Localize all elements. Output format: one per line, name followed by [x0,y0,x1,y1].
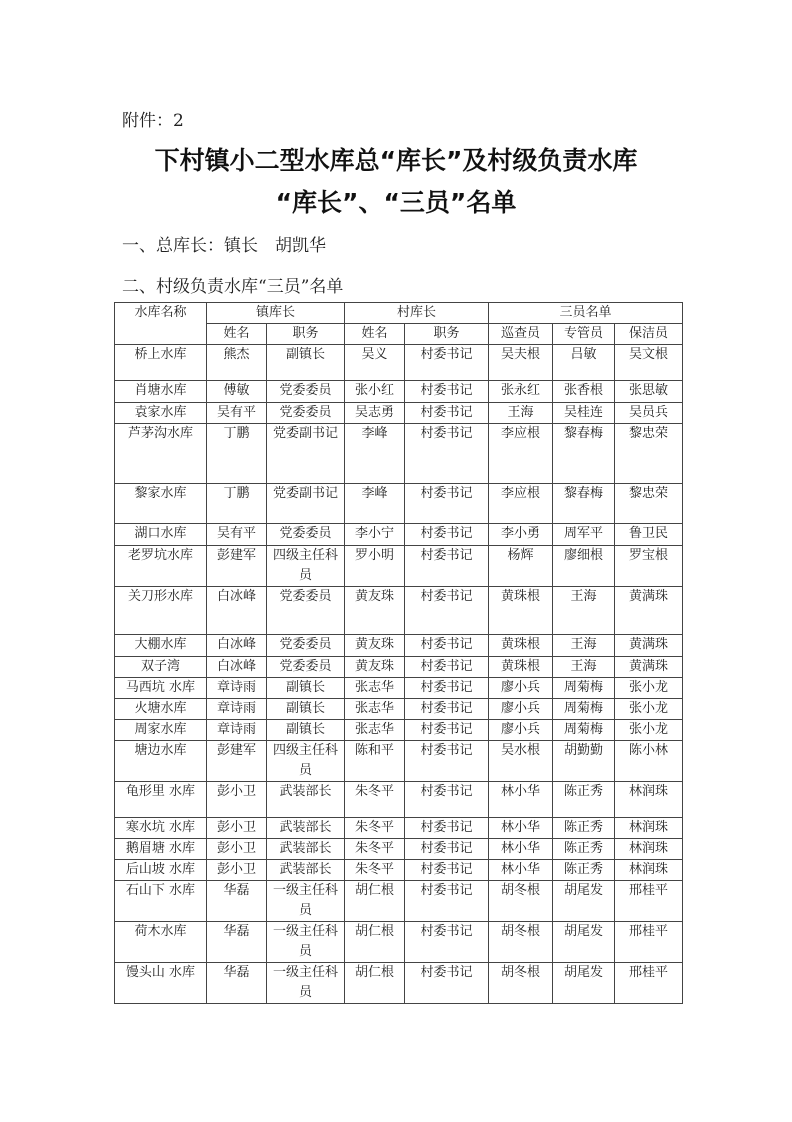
cell-manager: 陈正秀 [553,782,615,818]
cell-inspector: 杨辉 [489,546,553,587]
cell-village-position: 村委书记 [405,635,489,657]
cell-cleaner: 张思敏 [615,381,683,403]
cell-inspector: 林小华 [489,782,553,818]
cell-inspector: 黄珠根 [489,587,553,635]
table-row [115,839,683,860]
table-row [115,345,683,381]
cell-village-name: 张志华 [345,720,405,741]
section-chief-heading: 一、总库长：镇长 胡凯华 [122,236,326,256]
cell-town-position: 党委委员 [267,403,345,424]
cell-inspector: 林小华 [489,860,553,881]
cell-inspector: 黄珠根 [489,635,553,657]
cell-town-name: 吴有平 [207,403,267,424]
cell-cleaner: 邢桂平 [615,922,683,963]
page-title: 下村镇小二型水库总“库长”及村级负责水库 [154,146,638,175]
cell-reservoir: 火塘水库 [115,699,207,720]
cell-manager: 胡尾发 [553,963,615,1004]
cell-town-position: 武装部长 [267,839,345,860]
cell-cleaner: 邢桂平 [615,963,683,1004]
cell-town-position: 副镇长 [267,699,345,720]
cell-cleaner: 黄满珠 [615,587,683,635]
cell-village-position: 村委书记 [405,881,489,922]
cell-inspector: 王海 [489,403,553,424]
cell-inspector: 胡冬根 [489,922,553,963]
cell-reservoir: 周家水库 [115,720,207,741]
cell-town-position: 党委委员 [267,657,345,678]
cell-reservoir: 塘边水库 [115,741,207,782]
header-town-chief: 镇库长 [207,303,345,324]
cell-village-position: 村委书记 [405,381,489,403]
cell-manager: 黎春梅 [553,424,615,484]
cell-inspector: 李应根 [489,484,553,524]
cell-inspector: 吴夫根 [489,345,553,381]
header-cleaner: 保洁员 [615,324,683,345]
header-town-position: 职务 [267,324,345,345]
cell-manager: 胡尾发 [553,922,615,963]
cell-town-position: 副镇长 [267,345,345,381]
cell-village-name: 吴志勇 [345,403,405,424]
cell-town-position: 四级主任科员 [267,546,345,587]
cell-village-name: 李峰 [345,424,405,484]
cell-village-position: 村委书记 [405,860,489,881]
header-inspector: 巡查员 [489,324,553,345]
table-row [115,860,683,881]
cell-town-name: 丁鹏 [207,484,267,524]
cell-reservoir: 桥上水库 [115,345,207,381]
cell-village-position: 村委书记 [405,484,489,524]
header-row [115,303,683,324]
cell-reservoir: 双子湾 [115,657,207,678]
cell-manager: 黎春梅 [553,484,615,524]
cell-reservoir: 后山坡 水库 [115,860,207,881]
cell-manager: 陈正秀 [553,818,615,839]
cell-village-position: 村委书记 [405,782,489,818]
cell-reservoir: 鹅眉塘 水库 [115,839,207,860]
cell-manager: 王海 [553,657,615,678]
cell-reservoir: 肖塘水库 [115,381,207,403]
cell-manager: 周菊梅 [553,699,615,720]
table-row [115,484,683,524]
cell-town-position: 一级主任科员 [267,963,345,1004]
cell-village-name: 李小宁 [345,524,405,546]
cell-cleaner: 张小龙 [615,720,683,741]
cell-town-name: 熊杰 [207,345,267,381]
cell-town-position: 一级主任科员 [267,922,345,963]
cell-manager: 张香根 [553,381,615,403]
cell-village-position: 村委书记 [405,963,489,1004]
cell-cleaner: 吴文根 [615,345,683,381]
cell-inspector: 林小华 [489,818,553,839]
cell-town-name: 傅敏 [207,381,267,403]
cell-manager: 陈正秀 [553,860,615,881]
cell-town-position: 党委副书记 [267,424,345,484]
cell-village-name: 李峰 [345,484,405,524]
cell-cleaner: 林润珠 [615,782,683,818]
cell-town-name: 白冰峰 [207,587,267,635]
cell-reservoir: 荷木水库 [115,922,207,963]
cell-inspector: 黄珠根 [489,657,553,678]
cell-reservoir: 龟形里 水库 [115,782,207,818]
cell-cleaner: 黎忠荣 [615,424,683,484]
cell-town-name: 彭小卫 [207,839,267,860]
cell-cleaner: 林润珠 [615,818,683,839]
cell-manager: 吴桂连 [553,403,615,424]
cell-manager: 吕敏 [553,345,615,381]
cell-village-name: 朱冬平 [345,839,405,860]
cell-village-position: 村委书记 [405,524,489,546]
cell-cleaner: 林润珠 [615,839,683,860]
cell-town-name: 彭小卫 [207,782,267,818]
cell-cleaner: 张小龙 [615,699,683,720]
cell-reservoir: 黎家水库 [115,484,207,524]
cell-inspector: 李小勇 [489,524,553,546]
cell-town-position: 党委委员 [267,635,345,657]
roster-body [115,345,683,1004]
cell-cleaner: 黄满珠 [615,635,683,657]
cell-town-position: 党委副书记 [267,484,345,524]
cell-village-name: 朱冬平 [345,860,405,881]
cell-town-name: 白冰峰 [207,635,267,657]
cell-town-position: 一级主任科员 [267,881,345,922]
cell-reservoir: 寒水坑 水库 [115,818,207,839]
table-row [115,720,683,741]
cell-manager: 胡勤勤 [553,741,615,782]
cell-manager: 周军平 [553,524,615,546]
cell-village-position: 村委书记 [405,741,489,782]
attachment-label: 附件：2 [122,111,184,131]
cell-manager: 廖细根 [553,546,615,587]
cell-village-name: 朱冬平 [345,782,405,818]
cell-cleaner: 黄满珠 [615,657,683,678]
table-row [115,635,683,657]
cell-reservoir: 石山下 水库 [115,881,207,922]
cell-village-position: 村委书记 [405,546,489,587]
cell-inspector: 胡冬根 [489,881,553,922]
cell-town-name: 彭建军 [207,546,267,587]
cell-village-name: 黄友珠 [345,657,405,678]
cell-cleaner: 罗宝根 [615,546,683,587]
cell-village-position: 村委书记 [405,922,489,963]
page-title-line2: “库长”、“三员”名单 [275,188,517,217]
cell-reservoir: 关刀形水库 [115,587,207,635]
cell-village-name: 张志华 [345,699,405,720]
cell-cleaner: 张小龙 [615,678,683,699]
table-row [115,524,683,546]
reservoir-roster-table [114,302,683,1004]
cell-town-position: 党委委员 [267,587,345,635]
table-row [115,424,683,484]
cell-reservoir: 大棚水库 [115,635,207,657]
cell-town-name: 章诗雨 [207,678,267,699]
table-row [115,741,683,782]
cell-town-name: 华磊 [207,881,267,922]
cell-inspector: 张永红 [489,381,553,403]
cell-manager: 周菊梅 [553,720,615,741]
cell-cleaner: 黎忠荣 [615,484,683,524]
header-three-staff: 三员名单 [489,303,683,324]
cell-manager: 王海 [553,635,615,657]
cell-village-position: 村委书记 [405,657,489,678]
cell-village-position: 村委书记 [405,678,489,699]
cell-inspector: 胡冬根 [489,963,553,1004]
cell-reservoir: 馒头山 水库 [115,963,207,1004]
cell-town-name: 章诗雨 [207,699,267,720]
cell-town-position: 四级主任科员 [267,741,345,782]
table-row [115,381,683,403]
cell-inspector: 吴水根 [489,741,553,782]
cell-village-name: 张小红 [345,381,405,403]
cell-village-name: 胡仁根 [345,922,405,963]
table-row [115,699,683,720]
cell-town-name: 彭建军 [207,741,267,782]
header-reservoir-name: 水库名称 [115,303,207,345]
cell-village-name: 罗小明 [345,546,405,587]
cell-village-name: 陈和平 [345,741,405,782]
table-row [115,678,683,699]
cell-inspector: 廖小兵 [489,678,553,699]
table-row [115,546,683,587]
cell-village-name: 胡仁根 [345,963,405,1004]
cell-village-name: 黄友珠 [345,587,405,635]
header-village-chief: 村库长 [345,303,489,324]
table-row [115,963,683,1004]
table-row [115,587,683,635]
cell-town-name: 章诗雨 [207,720,267,741]
cell-inspector: 廖小兵 [489,699,553,720]
cell-manager: 胡尾发 [553,881,615,922]
cell-manager: 周菊梅 [553,678,615,699]
cell-town-position: 副镇长 [267,720,345,741]
cell-town-name: 华磊 [207,922,267,963]
table-row [115,782,683,818]
cell-town-name: 彭小卫 [207,818,267,839]
cell-town-name: 吴有平 [207,524,267,546]
cell-cleaner: 邢桂平 [615,881,683,922]
header-manager: 专管员 [553,324,615,345]
cell-town-position: 武装部长 [267,860,345,881]
cell-town-name: 彭小卫 [207,860,267,881]
cell-village-position: 村委书记 [405,818,489,839]
cell-town-position: 武装部长 [267,782,345,818]
cell-village-position: 村委书记 [405,403,489,424]
cell-cleaner: 林润珠 [615,860,683,881]
table-row [115,922,683,963]
cell-village-position: 村委书记 [405,345,489,381]
cell-village-name: 胡仁根 [345,881,405,922]
section-staff-heading: 二、村级负责水库“三员”名单 [122,277,344,297]
cell-cleaner: 吴员兵 [615,403,683,424]
cell-town-name: 华磊 [207,963,267,1004]
cell-inspector: 李应根 [489,424,553,484]
cell-town-name: 丁鹏 [207,424,267,484]
cell-town-position: 武装部长 [267,818,345,839]
cell-reservoir: 袁家水库 [115,403,207,424]
cell-manager: 王海 [553,587,615,635]
cell-village-position: 村委书记 [405,839,489,860]
header-village-position: 职务 [405,324,489,345]
table-row [115,657,683,678]
cell-reservoir: 湖口水库 [115,524,207,546]
header-village-name: 姓名 [345,324,405,345]
cell-village-name: 吴义 [345,345,405,381]
table-row [115,818,683,839]
cell-town-position: 党委委员 [267,381,345,403]
cell-town-position: 党委委员 [267,524,345,546]
cell-reservoir: 马西坑 水库 [115,678,207,699]
cell-village-position: 村委书记 [405,424,489,484]
cell-village-position: 村委书记 [405,699,489,720]
cell-manager: 陈正秀 [553,839,615,860]
cell-village-position: 村委书记 [405,720,489,741]
cell-town-position: 副镇长 [267,678,345,699]
cell-reservoir: 老罗坑水库 [115,546,207,587]
header-town-name: 姓名 [207,324,267,345]
cell-cleaner: 鲁卫民 [615,524,683,546]
table-row [115,403,683,424]
cell-inspector: 林小华 [489,839,553,860]
cell-cleaner: 陈小林 [615,741,683,782]
cell-village-name: 朱冬平 [345,818,405,839]
table-row [115,881,683,922]
cell-town-name: 白冰峰 [207,657,267,678]
cell-village-name: 张志华 [345,678,405,699]
cell-village-position: 村委书记 [405,587,489,635]
cell-inspector: 廖小兵 [489,720,553,741]
cell-reservoir: 芦茅沟水库 [115,424,207,484]
cell-village-name: 黄友珠 [345,635,405,657]
